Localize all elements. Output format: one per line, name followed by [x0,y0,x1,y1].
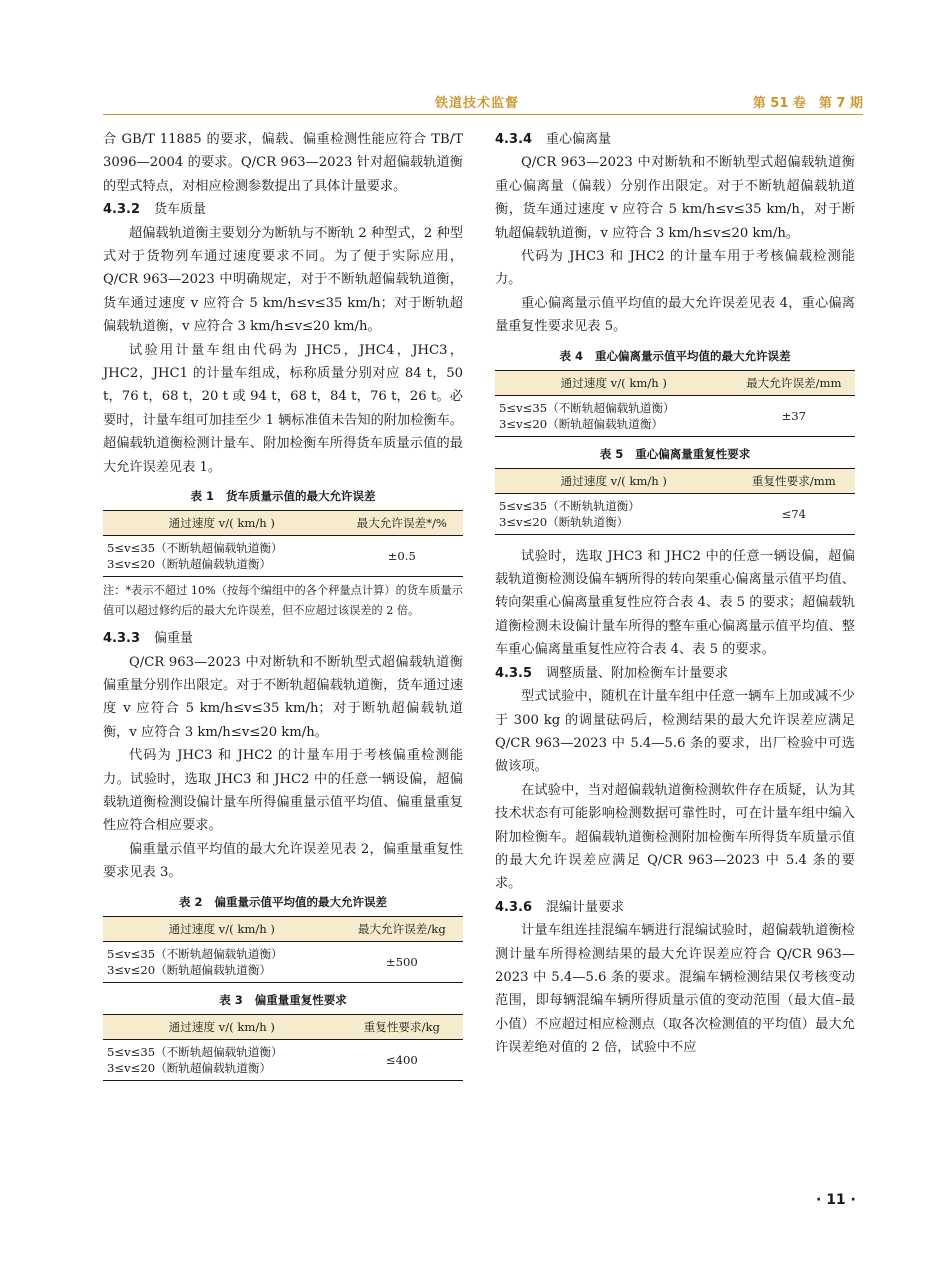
speed-row-1: 5≤v≤35（不断轨超偏载轨道衡） [107,1044,283,1059]
table-number: 表 5 [599,446,624,461]
table-cell-speed [495,493,733,534]
table-row [495,493,855,534]
table-note: 注：*表示不超过 10%（按每个编组中的各个秤量点计算）的货车质量示值可以超过修约后的最大允许误差，但不应超过该误差的 2 倍。 [103,584,463,618]
section-title: 偏重量 [154,631,194,647]
table-row [495,395,855,436]
table-header-speed: 通过速度 v/( km/h ) [495,370,733,395]
paragraph: Q/CR 963—2023 中对断轨和不断轨型式超偏载轨道衡偏重量分别作出限定。对于不断轨超偏载轨道衡，货车通过速度 v 应符合 5 km/h≤v≤35 km/h；对于断轨超偏载轨道衡，v 应符合 3 km/h≤v≤20 km/h。 [103,654,463,740]
table-header-speed: 通过速度 v/( km/h ) [103,511,341,536]
table-number: 表 2 [178,894,203,909]
table-row [103,1039,463,1080]
section-number: 4.3.6 [495,899,533,915]
speed-row-2: 3≤v≤20（断轨超偏载轨道衡） [499,416,664,431]
section-title: 混编计量要求 [546,899,625,915]
paragraph: 代码为 JHC3 和 JHC2 的计量车用于考核偏载检测能力。 [495,249,855,288]
table-4 [495,370,855,437]
table-1 [103,510,463,577]
section-title: 货车质量 [154,202,207,218]
paragraph: 型式试验中，随机在计量车组中任意一辆车上加或减不少于 300 kg 的调量砝码后，检测结果的最大允许误差应满足 Q/CR 963—2023 中 5.4—5.6 条的要求，出厂检验中可选做该项。 [495,689,855,775]
paragraph: 合 GB/T 11885 的要求，偏载、偏重检测性能应符合 TB/T 3096—2004 的要求。Q/CR 963—2023 针对超偏载轨道衡的型式特点，对相应检测参数提出了具体计量要求。 [103,132,463,194]
table-cell-value: ±500 [341,941,463,982]
table-header-limit: 重复性要求/kg [341,1014,463,1039]
paragraph: 超偏载轨道衡主要划分为断轨与不断轨 2 种型式，2 种型式对于货物列车通过速度要求不同。为了便于实际应用，Q/CR 963—2023 中明确规定，对于不断轨超偏载轨道衡，货车通过速度 v 应符合 5 km/h≤v≤35 km/h；对于断轨超偏载轨道衡，v 应符合 3 km/h≤v≤20 km/h。 [103,225,463,335]
speed-row-2: 3≤v≤20（断轨超偏载轨道衡） [107,557,272,572]
section-heading-4-3-3 [103,627,463,650]
section-number: 4.3.4 [495,132,533,147]
table-header-limit: 最大允许误差*/% [341,511,463,536]
table-header-limit: 最大允许误差/kg [341,916,463,941]
table-cell-speed [103,941,341,982]
table-title: 重心偏离量示值平均值的最大允许误差 [595,348,791,363]
running-header [103,92,863,112]
paragraph: 在试验中，当对超偏载轨道衡检测软件存在质疑，认为其技术状态有可能影响检测数据可靠性时，可在计量车组中编入附加检衡车。超偏载轨道衡检测附加检衡车所得货车质量示值的最大允许误差应满足 Q/CR 963—2023 中 5.4 条的要求。 [495,782,855,892]
section-heading-4-3-4 [495,128,855,151]
table-number: 表 4 [559,348,583,363]
section-number: 4.3.3 [103,631,141,647]
speed-row-1: 5≤v≤35（不断轨超偏载轨道衡） [499,400,675,415]
table-cell-speed [103,536,341,577]
table-2 [103,916,463,983]
table-row [103,536,463,577]
page-number: · 11 · [816,1192,856,1208]
table-header-limit: 重复性要求/mm [733,468,855,493]
table-header-speed: 通过速度 v/( km/h ) [495,468,733,493]
section-heading-4-3-2 [103,198,463,221]
table-5 [495,468,855,535]
speed-row-2: 3≤v≤20（断轨超偏载轨道衡） [107,1060,272,1075]
table-cell-value: ±37 [733,395,855,436]
paragraph: 试验用计量车组由代码为 JHC5，JHC4，JHC3，JHC2，JHC1 的计量车组成，标称质量分别对应 84 t，50 t，76 t，68 t，20 t 或 94 t，68 t，84 t，76 t，26 t。必要时，计量车组可加挂至少 1 辆标准值未告知的附加检衡车。超偏载轨道衡检测计量车、附加检衡车所得货车质量示值的最大允许误差见表 1。 [103,342,463,475]
table-row [103,941,463,982]
left-column [103,128,463,1081]
table-title: 偏重量示值平均值的最大允许误差 [214,894,387,909]
section-number: 4.3.5 [495,665,533,681]
table-number: 表 3 [219,992,243,1007]
table-title: 偏重量重复性要求 [254,992,347,1007]
section-title: 调整质量、附加检衡车计量要求 [546,665,729,681]
paragraph: 试验时，选取 JHC3 和 JHC2 中的任意一辆设偏，超偏载轨道衡检测设偏车辆所得的转向架重心偏离量示值平均值、转向架重心偏离量重复性应符合表 4、表 5 的要求；超偏载轨道衡检测未设偏计量车所得的整车重心偏离量示值平均值、整车重心偏离量重复性应符合表 4、表 5 的要求。 [495,548,855,658]
section-heading-4-3-5 [495,662,855,685]
paragraph: 重心偏离量示值平均值的最大允许误差见表 4，重心偏离量重复性要求见表 5。 [495,295,855,335]
table-4-caption [495,347,855,365]
section-heading-4-3-6 [495,896,855,919]
table-header-limit: 最大允许误差/mm [733,370,855,395]
section-title: 重心偏离量 [546,132,612,147]
table-cell-speed [495,395,733,436]
speed-row-2: 3≤v≤20（断轨超偏载轨道衡） [107,962,272,977]
paragraph: 偏重量示值平均值的最大允许误差见表 2，偏重量重复性要求见表 3。 [103,841,463,881]
table-cell-value: ≤400 [341,1039,463,1080]
table-cell-value: ±0.5 [341,536,463,577]
table-3 [103,1014,463,1081]
paragraph: 计量车组连挂混编车辆进行混编试验时，超偏载轨道衡检测计量车所得检测结果的最大允许误差应符合 Q/CR 963—2023 中 5.4—5.6 条的要求。混编车辆检测结果仅考核变动范围，即每辆混编车辆所得质量示值的变动范围（最大值–最小值）不应超过相应检测点（取各次检测值的平均值）最大允许误差绝对值的 2 倍，试验中不应 [495,923,855,1056]
table-cell-value: ≤74 [733,493,855,534]
table-3-caption [103,991,463,1009]
speed-row-2: 3≤v≤20（断轨轨道衡） [499,514,629,529]
paragraph: Q/CR 963—2023 中对断轨和不断轨型式超偏载轨道衡重心偏离量（偏载）分别作出限定。对于不断轨超偏载轨道衡，货车通过速度 v 应符合 5 km/h≤v≤35 km/h，对于断轨超偏载轨道衡，v 应符合 3 km/h≤v≤20 km/h。 [495,155,855,241]
issue-info: 第 51 卷 第 7 期 [752,96,863,111]
speed-row-1: 5≤v≤35（不断轨轨道衡） [499,498,640,513]
table-header-speed: 通过速度 v/( km/h ) [103,916,341,941]
speed-row-1: 5≤v≤35（不断轨超偏载轨道衡） [107,541,283,556]
table-header-speed: 通过速度 v/( km/h ) [103,1014,341,1039]
table-title: 货车质量示值的最大允许误差 [226,489,376,504]
header-rule [103,114,863,115]
section-number: 4.3.2 [103,202,141,218]
speed-row-1: 5≤v≤35（不断轨超偏载轨道衡） [107,946,283,961]
table-number: 表 1 [190,489,214,504]
right-column [495,128,855,1060]
table-2-caption [103,893,463,911]
table-title: 重心偏离量重复性要求 [635,446,751,461]
table-5-caption [495,445,855,463]
paragraph: 代码为 JHC3 和 JHC2 的计量车用于考核偏重检测能力。试验时，选取 JHC3 和 JHC2 中的任意一辆设偏，超偏载轨道衡检测设偏计量车所得偏重量示值平均值、偏重量重复性应符合相应要求。 [103,748,463,834]
table-cell-speed [103,1039,341,1080]
table-1-caption [103,487,463,505]
journal-title: 铁道技术监督 [435,96,520,111]
